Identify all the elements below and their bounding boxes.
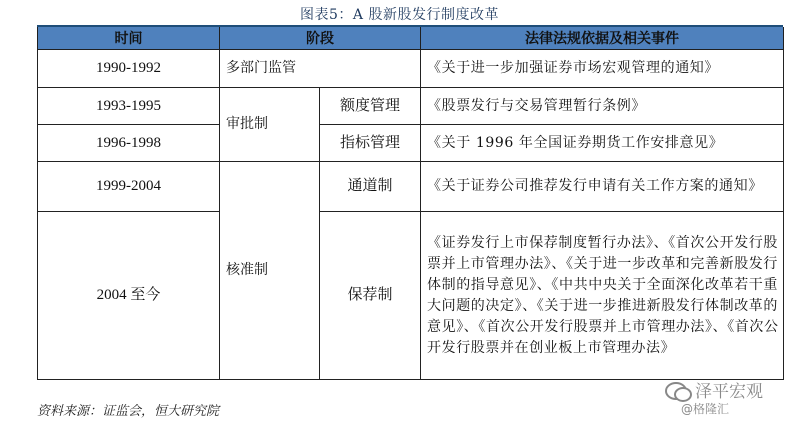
group-cell-approval: 审批制 xyxy=(220,88,320,162)
stage-cell: 多部门监管 xyxy=(220,50,421,88)
header-row xyxy=(38,27,784,50)
table-row xyxy=(38,50,784,88)
header-time: 时间 xyxy=(38,27,220,50)
group-cell-verification: 核准制 xyxy=(220,162,320,380)
substage-cell: 额度管理 xyxy=(320,88,421,125)
law-cell: 《关于证券公司推荐发行申请有关工作方案的通知》 xyxy=(421,162,784,212)
table-row xyxy=(38,125,784,162)
wechat-icon xyxy=(665,382,687,400)
header-law: 法律法规依据及相关事件 xyxy=(421,27,784,50)
reform-table xyxy=(37,27,784,380)
watermark-name: 泽平宏观 xyxy=(695,382,763,402)
substage-cell: 保荐制 xyxy=(320,212,421,380)
time-cell: 1990-1992 xyxy=(38,50,220,88)
substage-cell: 通道制 xyxy=(320,162,421,212)
law-cell: 《关于 1996 年全国证券期货工作安排意见》 xyxy=(421,125,784,162)
substage-cell: 指标管理 xyxy=(320,125,421,162)
table-row xyxy=(38,212,784,380)
time-cell: 1999-2004 xyxy=(38,162,220,212)
table-row xyxy=(38,162,784,212)
time-cell: 2004 至今 xyxy=(38,212,220,380)
time-cell: 1993-1995 xyxy=(38,88,220,125)
law-cell: 《证券发行上市保荐制度暂行办法》、《首次公开发行股票并上市管理办法》、《关于进一步改革和完善新股发行体制的指导意见》、《中共中央关于全面深化改革若干重大问题的决定》、《关于进一步推进新股发行体制改革的意见》、《首次公开发行股票并上市管理办法》、《首次公开发行股票并在创业板上市管理办法》 xyxy=(421,212,784,380)
time-cell: 1996-1998 xyxy=(38,125,220,162)
table-row xyxy=(38,88,784,125)
watermark xyxy=(665,377,785,417)
law-cell: 《关于进一步加强证券市场宏观管理的通知》 xyxy=(421,50,784,88)
source-note: 资料来源：证监会，恒大研究院 xyxy=(37,404,220,419)
law-cell: 《股票发行与交易管理暂行条例》 xyxy=(421,88,784,125)
table-title: 图表5：A 股新股发行制度改革 xyxy=(300,7,499,23)
watermark-sub: @格隆汇 xyxy=(681,402,730,416)
header-stage: 阶段 xyxy=(220,27,421,50)
